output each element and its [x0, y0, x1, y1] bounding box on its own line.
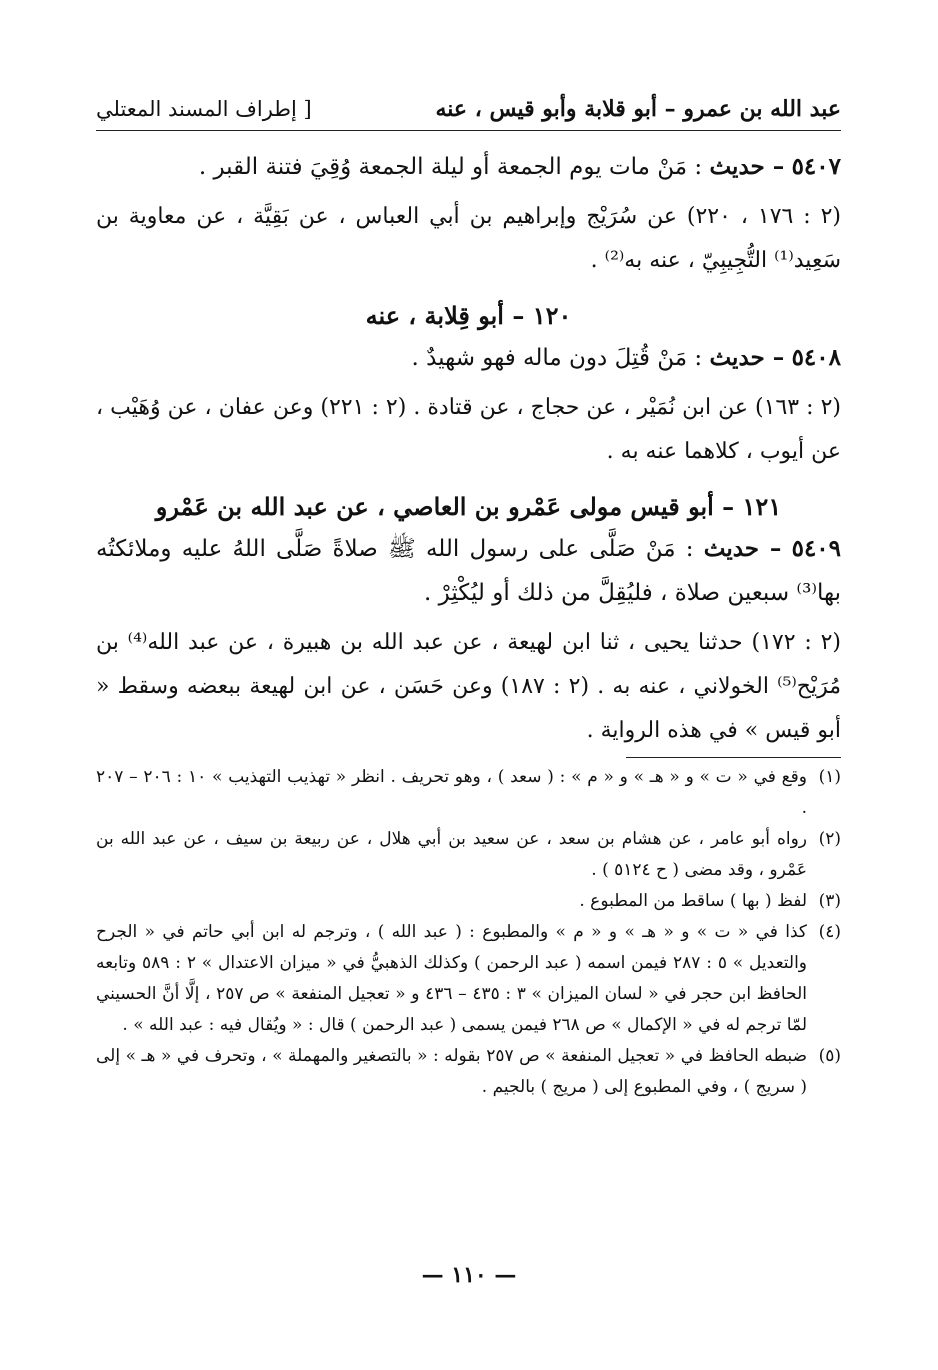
running-header: [96, 96, 841, 131]
hadith-text: : مَنْ مات يوم الجمعة أو ليلة الجمعة وُقِيَ فتنة القبر .: [198, 154, 703, 180]
section-title: ١٢١ – أبو قيس مولى عَمْرو بن العاصي ، عن عبد الله بن عَمْرو: [155, 492, 782, 521]
header-title: عبد الله بن عمرو – أبو قلابة وأبو قيس ، عنه: [435, 96, 841, 122]
hadith-number: ٥٤٠٧: [791, 153, 841, 180]
footnote-text: لفظ ( بها ) ساقط من المطبوع .: [579, 891, 807, 911]
footnote: [96, 917, 841, 1041]
footnote-number: (٥): [818, 1046, 841, 1066]
page-number: — ١١٠ —: [421, 1262, 517, 1288]
hadith-text: : مَنْ صَلَّى على رسول الله ﷺ صلاةً صَلَّى اللهُ عليه وملائكتُه بها⁽³⁾ سبعين صلاة ، فليُقِلَّ من ذلك أو ليُكْثِرْ .: [96, 536, 841, 606]
hadith-number: ٥٤٠٨: [791, 344, 841, 371]
section-title: ١٢٠ – أبو قِلابة ، عنه: [365, 301, 572, 330]
footnote-text: وقع في « ت » و « هـ » و « م » : ( سعد ) ، وهو تحريف . انظر « تهذيب التهذيب » ١٠ : ٢٠٦ – ٢٠٧ .: [96, 767, 807, 818]
hadith-keyword: حديث: [703, 535, 760, 562]
page-body: [96, 96, 841, 1103]
footnote-text: ضبطه الحافظ في « تعجيل المنفعة » ص ٢٥٧ بقوله : « بالتصغير والمهملة » ، وتحرف في « هـ » إلى ( سريج ) ، وفي المطبوع إلى ( مريج ) بالجيم .: [96, 1046, 807, 1097]
footnote-number: (١): [818, 767, 841, 787]
hadith-entry: ٥٤٠٧ – حديث : مَنْ مات يوم الجمعة أو ليلة الجمعة وُقِيَ فتنة القبر .: [198, 153, 841, 180]
footnote-text: كذا في « ت » و « هـ » و « م » والمطبوع : ( عبد الله ) ، وترجم له ابن أبي حاتم في « الجرح والتعديل » ٥ : ٢٨٧ فيمن اسمه ( عبد الرحمن ) وكذلك الذهبيُّ في « ميزان الاعتدال » ٢ : ٥٨٩ وتابعه الحافظ ابن حجر في « لسان الميزان » ٣ : ٤٣٥ – ٤٣٦ و « تعجيل المنفعة » ص ٢٥٧ ، إلَّا أنَّ الحسيني لمّا ترجم له في « الإكمال » ص ٢٦٨ فيمن يسمى ( عبد الرحمن ) قال : « ويُقال فيه : عبد الله » .: [96, 922, 808, 1035]
hadith-source: (٢ : ١٧٦ ، ٢٢٠) عن سُرَيْج وإبراهيم بن أبي العباس ، عن بَقِيَّة ، عن معاوية بن سَعِيد⁽¹⁾ التُّجِيبِيّ ، عنه به⁽²⁾ .: [96, 204, 841, 273]
hadith-source: (٢ : ١٧٢) حدثنا يحيى ، ثنا ابن لهيعة ، عن عبد الله بن هبيرة ، عن عبد الله⁽⁴⁾ بن مُرَيْح⁽⁵⁾ الخولاني ، عنه به . (٢ : ١٨٧) وعن حَسَن ، عن ابن لهيعة ببعضه وسقط « أبو قيس » في هذه الرواية .: [96, 630, 842, 743]
header-book-title: [ إطراف المسند المعتلي: [96, 97, 312, 121]
footnote-number: (٤): [818, 922, 841, 942]
hadith-entry: ٥٤٠٩ – حديث : مَنْ صَلَّى على رسول الله ﷺ صلاةً صَلَّى اللهُ عليه وملائكتُه بها⁽³⁾ سبعين صلاة ، فليُقِلَّ من ذلك أو ليُكْثِرْ .: [96, 535, 842, 606]
hadith-text: : مَنْ قُتِلَ دون ماله فهو شهيدٌ .: [411, 345, 703, 371]
footnotes-divider: [626, 757, 841, 758]
footnotes: [96, 762, 841, 1103]
footnote-text: رواه أبو عامر ، عن هشام بن سعد ، عن سعيد بن أبي هلال ، عن ربيعة بن سيف ، عن عبد الله بن عَمْرو ، وقد مضى ( ح ٥١٢٤ ) .: [96, 829, 807, 880]
footnote: [96, 1041, 841, 1103]
footnote: [96, 824, 841, 886]
hadith-keyword: حديث: [709, 153, 765, 180]
footnote: [96, 886, 841, 917]
hadith-number: ٥٤٠٩: [791, 535, 842, 562]
hadith-entry: ٥٤٠٨ – حديث : مَنْ قُتِلَ دون ماله فهو شهيدٌ .: [411, 344, 841, 371]
footnote-number: (٢): [818, 829, 841, 849]
footnote: [96, 762, 841, 824]
hadith-keyword: حديث: [709, 344, 765, 371]
footnote-number: (٣): [818, 891, 841, 911]
hadith-source: (٢ : ١٦٣) عن ابن نُمَيْر ، عن حجاج ، عن قتادة . (٢ : ٢٢١) وعن عفان ، عن وُهَيْب ، عن أيوب ، كلاهما عنه به .: [96, 395, 842, 464]
